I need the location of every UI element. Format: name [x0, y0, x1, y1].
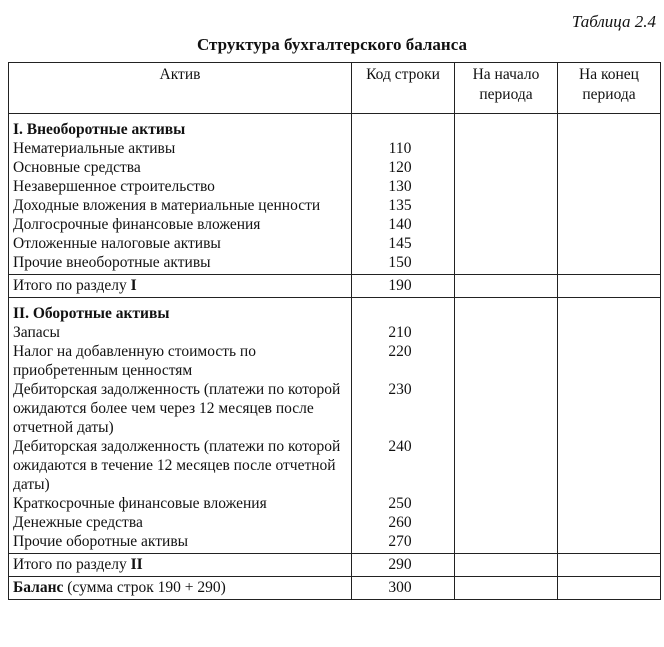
table-row [9, 513, 661, 532]
table-row [9, 253, 661, 275]
row-code: 110 [352, 139, 455, 158]
row-name: Денежные средства [9, 513, 352, 532]
table-row [9, 196, 661, 215]
row-code: 230 [352, 380, 455, 437]
table-caption: Таблица 2.4 [571, 12, 656, 31]
header-code: Код строки [352, 63, 455, 114]
table-row [9, 323, 661, 342]
total-code: 190 [352, 275, 455, 298]
row-name: Основные средства [9, 158, 352, 177]
row-name: Налог на добавленную стоимость по приобретенным ценностям [9, 342, 352, 380]
table-row [9, 532, 661, 554]
table-row [9, 139, 661, 158]
table-row [9, 494, 661, 513]
row-name: Дебиторская задолженность (платежи по которой ожидаются в течение 12 месяцев после отчетной даты) [9, 437, 352, 494]
row-name: Краткосрочные финансовые вложения [9, 494, 352, 513]
section-1 [9, 114, 661, 275]
table-row [9, 234, 661, 253]
balance-table [8, 62, 661, 600]
row-name: Прочие оборотные активы [9, 532, 352, 554]
row-code: 250 [352, 494, 455, 513]
section-number: II [130, 556, 143, 573]
section-heading-row [9, 114, 661, 140]
row-name: Незавершенное строительство [9, 177, 352, 196]
total-row [9, 554, 661, 577]
row-name: Доходные вложения в материальные ценности [9, 196, 352, 215]
header-asset: Актив [9, 63, 352, 114]
balance-total [9, 577, 661, 600]
row-name: Прочие внеоборотные активы [9, 253, 352, 275]
total-row [9, 275, 661, 298]
table-row [9, 177, 661, 196]
total-label: Итого по разделу I [9, 275, 352, 298]
row-code: 220 [352, 342, 455, 380]
section-2-heading: II. Оборотные активы [9, 298, 352, 324]
row-code: 135 [352, 196, 455, 215]
row-code: 145 [352, 234, 455, 253]
row-name: Запасы [9, 323, 352, 342]
header-start-period: На начало периода [455, 63, 558, 114]
table-row [9, 380, 661, 437]
row-name: Долгосрочные финансовые вложения [9, 215, 352, 234]
balance-row [9, 577, 661, 600]
table-row [9, 437, 661, 494]
row-code: 260 [352, 513, 455, 532]
row-code: 210 [352, 323, 455, 342]
row-code: 270 [352, 532, 455, 554]
section-heading-row [9, 298, 661, 324]
row-code: 130 [352, 177, 455, 196]
row-code: 240 [352, 437, 455, 494]
row-name: Отложенные налоговые активы [9, 234, 352, 253]
section-2-total [9, 554, 661, 577]
section-2 [9, 298, 661, 554]
balance-code: 300 [352, 577, 455, 600]
section-1-heading: I. Внеоборотные активы [9, 114, 352, 140]
table-title: Структура бухгалтерского баланса [197, 35, 467, 54]
header-row [9, 63, 661, 114]
row-code: 120 [352, 158, 455, 177]
row-name: Дебиторская задолженность (платежи по которой ожидаются более чем через 12 месяцев после отчетной даты) [9, 380, 352, 437]
row-code: 140 [352, 215, 455, 234]
table-row [9, 158, 661, 177]
header-end-period: На конец периода [558, 63, 661, 114]
balance-label: Баланс (сумма строк 190 + 290) [9, 577, 352, 600]
total-label: Итого по разделу II [9, 554, 352, 577]
section-number: I [130, 277, 137, 294]
table-row [9, 215, 661, 234]
table-row [9, 342, 661, 380]
row-code: 150 [352, 253, 455, 275]
row-name: Нематериальные активы [9, 139, 352, 158]
section-1-total [9, 275, 661, 298]
total-code: 290 [352, 554, 455, 577]
